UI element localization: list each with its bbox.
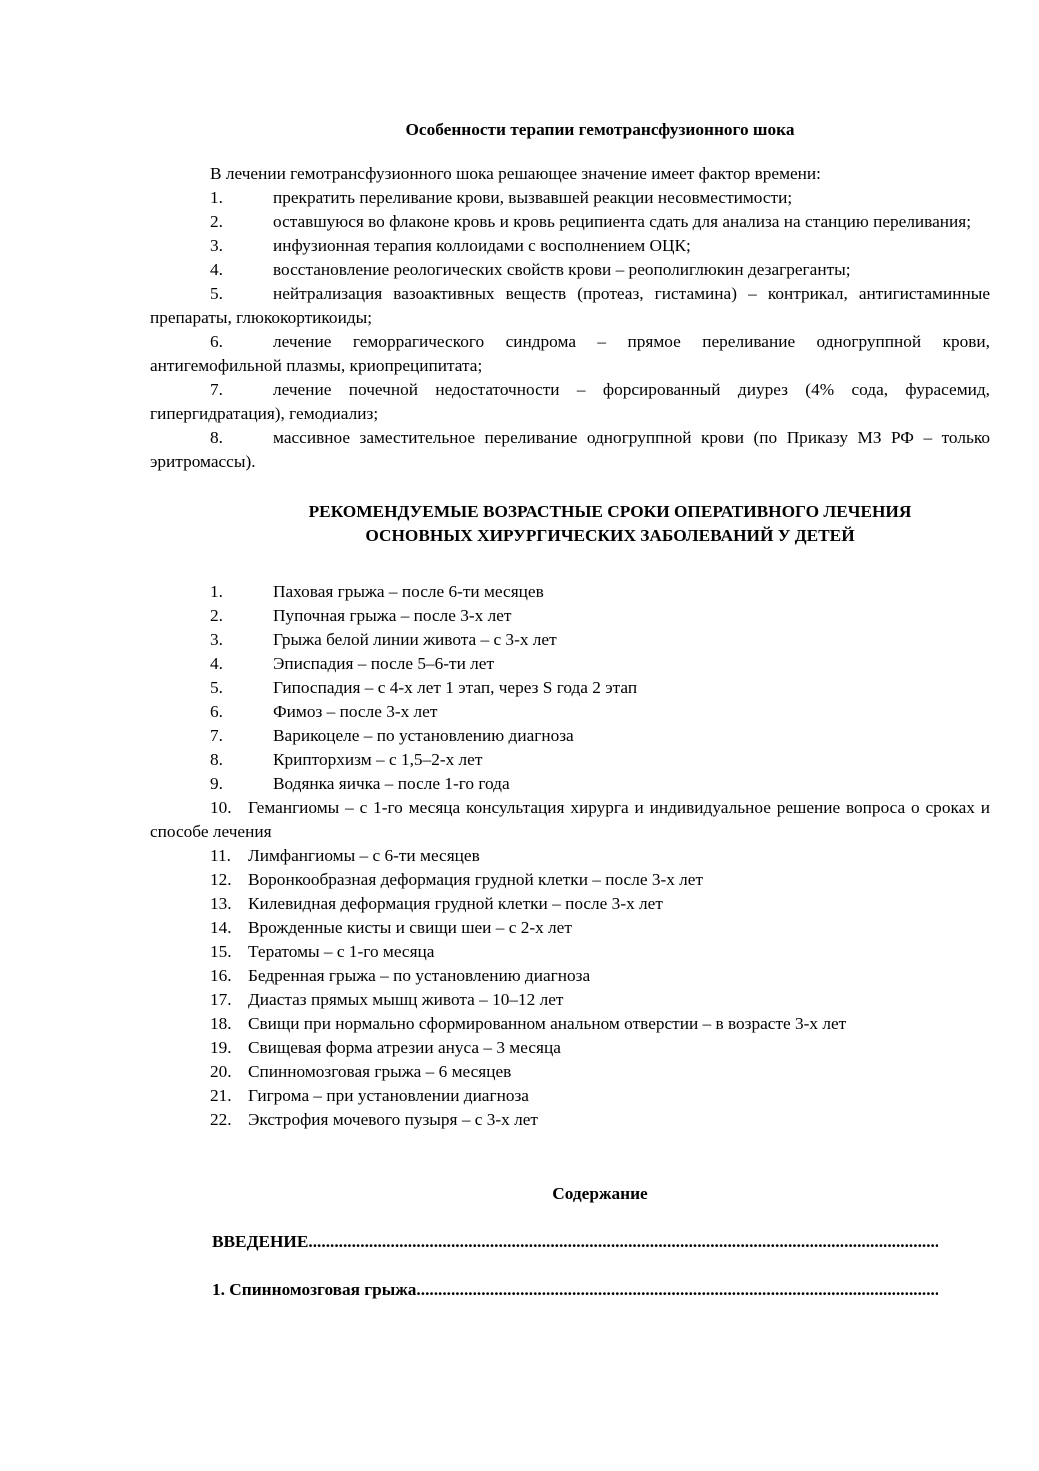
- list-item-text: Водянка яичка – после 1-го года: [273, 774, 510, 793]
- list-item-number: 19.: [210, 1038, 232, 1057]
- section2-title-line1: РЕКОМЕНДУЕМЫЕ ВОЗРАСТНЫЕ СРОКИ ОПЕРАТИВНОГО ЛЕЧЕНИЯ: [308, 502, 912, 521]
- list-item: [150, 772, 990, 796]
- section2-list: [150, 580, 990, 1132]
- list-item-text: инфузионная терапия коллоидами с восполнением ОЦК;: [273, 236, 691, 255]
- list-item: [150, 676, 990, 700]
- list-item-text: оставшуюся во флаконе кровь и кровь реципиента сдать для анализа на станцию переливания;: [273, 212, 972, 231]
- list-item-number: 1.: [210, 582, 223, 601]
- list-item-text: нейтрализация вазоактивных веществ (протеаз, гистамина) – контрикал, антигистаминные препараты, глюкокортикоиды;: [150, 284, 990, 327]
- list-item-number: 7.: [210, 380, 223, 399]
- list-item: [150, 330, 990, 378]
- list-item: [150, 916, 990, 940]
- list-item: [150, 964, 990, 988]
- list-item: [150, 1108, 990, 1132]
- list-item-text: Тератомы – с 1-го месяца: [248, 942, 435, 961]
- list-item-text: Гигрома – при установлении диагноза: [248, 1086, 529, 1105]
- list-item: [150, 748, 990, 772]
- list-item-text: Диастаз прямых мышц живота – 10–12 лет: [248, 990, 564, 1009]
- list-item: [150, 940, 990, 964]
- list-item: [150, 234, 990, 258]
- section2-title-line2: ОСНОВНЫХ ХИРУРГИЧЕСКИХ ЗАБОЛЕВАНИЙ У ДЕТЕЙ: [365, 526, 855, 545]
- list-item: [150, 652, 990, 676]
- list-item: [150, 868, 990, 892]
- list-item-text: лечение почечной недостаточности – форсированный диурез (4% сода, фурасемид, гипергидратация), гемодиализ;: [150, 380, 990, 423]
- list-item: [150, 628, 990, 652]
- list-item: [150, 988, 990, 1012]
- list-item-number: 15.: [210, 942, 232, 961]
- list-item-text: Экстрофия мочевого пузыря – с 3-х лет: [248, 1110, 538, 1129]
- list-item-text: Фимоз – после 3-х лет: [273, 702, 438, 721]
- toc-dot-leader: [416, 1278, 938, 1302]
- list-item-text: Лимфангиомы – с 6-ти месяцев: [248, 846, 480, 865]
- document-page: [150, 118, 990, 1302]
- list-item: [150, 186, 990, 210]
- list-item-text: Бедренная грыжа – по установлению диагноза: [248, 966, 591, 985]
- list-item-text: Пупочная грыжа – после 3-х лет: [273, 606, 512, 625]
- list-item-number: 8.: [210, 428, 223, 447]
- list-item: [150, 604, 990, 628]
- list-item: [150, 844, 990, 868]
- toc-entry-spina-bifida[interactable]: [212, 1278, 938, 1302]
- list-item-number: 2.: [210, 606, 223, 625]
- section2-title: [150, 500, 990, 548]
- list-item: [150, 1012, 990, 1036]
- list-item-text: Спинномозговая грыжа – 6 месяцев: [248, 1062, 512, 1081]
- list-item-number: 4.: [210, 654, 223, 673]
- list-item-number: 17.: [210, 990, 232, 1009]
- toc-title: Содержание: [552, 1184, 648, 1203]
- list-item-number: 5.: [210, 678, 223, 697]
- list-item-number: 6.: [210, 702, 223, 721]
- list-item-number: 12.: [210, 870, 232, 889]
- list-item-number: 14.: [210, 918, 232, 937]
- list-item-number: 2.: [210, 212, 223, 231]
- toc-entry-label: 1. Спинномозговая грыжа: [212, 1280, 417, 1299]
- toc-entry-label: ВВЕДЕНИЕ: [212, 1232, 309, 1251]
- list-item-text: Варикоцеле – по установлению диагноза: [273, 726, 574, 745]
- list-item-number: 4.: [210, 260, 223, 279]
- list-item-number: 16.: [210, 966, 232, 985]
- toc-entry-introduction[interactable]: [212, 1230, 938, 1254]
- list-item-text: Грыжа белой линии живота – с 3-х лет: [273, 630, 557, 649]
- list-item: [150, 378, 990, 426]
- list-item-text: Свищевая форма атрезии ануса – 3 месяца: [248, 1038, 561, 1057]
- list-item-text: прекратить переливание крови, вызвавшей реакции несовместимости;: [273, 188, 793, 207]
- section1-title: Особенности терапии гемотрансфузионного шока: [405, 120, 795, 139]
- list-item-text: Крипторхизм – с 1,5–2-х лет: [273, 750, 483, 769]
- toc-dot-leader: [308, 1230, 938, 1254]
- list-item-number: 22.: [210, 1110, 232, 1129]
- list-item-text: массивное заместительное переливание одногруппной крови (по Приказу МЗ РФ – только эритромассы).: [150, 428, 990, 471]
- list-item-number: 6.: [210, 332, 223, 351]
- list-item-number: 8.: [210, 750, 223, 769]
- list-item-text: Свищи при нормально сформированном анальном отверстии – в возрасте 3-х лет: [248, 1014, 847, 1033]
- list-item-text: Врожденные кисты и свищи шеи – с 2-х лет: [248, 918, 572, 937]
- list-item-number: 3.: [210, 236, 223, 255]
- list-item: [150, 426, 990, 474]
- list-item-text: Паховая грыжа – после 6-ти месяцев: [273, 582, 544, 601]
- list-item-text: Воронкообразная деформация грудной клетки – после 3-х лет: [248, 870, 704, 889]
- list-item: [150, 258, 990, 282]
- list-item-number: 21.: [210, 1086, 232, 1105]
- list-item-number: 3.: [210, 630, 223, 649]
- list-item-number: 18.: [210, 1014, 232, 1033]
- list-item: [150, 1036, 990, 1060]
- list-item: [150, 796, 990, 844]
- list-item-number: 9.: [210, 774, 223, 793]
- list-item-number: 7.: [210, 726, 223, 745]
- list-item-number: 13.: [210, 894, 232, 913]
- list-item: [150, 580, 990, 604]
- list-item-number: 11.: [210, 846, 231, 865]
- list-item-text: восстановление реологических свойств крови – реополиглюкин дезагреганты;: [273, 260, 851, 279]
- list-item: [150, 892, 990, 916]
- list-item-text: Эписпадия – после 5–6-ти лет: [273, 654, 495, 673]
- list-item: [150, 700, 990, 724]
- list-item: [150, 724, 990, 748]
- section1-intro: В лечении гемотрансфузионного шока решающее значение имеет фактор времени:: [210, 164, 821, 183]
- list-item-text: Гемангиомы – с 1-го месяца консультация хирурга и индивидуальное решение вопроса о сроках и способе лечения: [150, 798, 990, 841]
- section1-list: [150, 186, 990, 474]
- list-item-number: 5.: [210, 284, 223, 303]
- list-item-number: 20.: [210, 1062, 232, 1081]
- list-item-number: 10.: [210, 798, 232, 817]
- list-item: [150, 1084, 990, 1108]
- list-item-text: Гипоспадия – с 4-х лет 1 этап, через S года 2 этап: [273, 678, 638, 697]
- list-item-number: 1.: [210, 188, 223, 207]
- list-item-text: Килевидная деформация грудной клетки – после 3-х лет: [248, 894, 663, 913]
- list-item: [150, 282, 990, 330]
- list-item: [150, 1060, 990, 1084]
- list-item-text: лечение геморрагического синдрома – прямое переливание одногруппной крови, антигемофильной плазмы, криопреципитата;: [150, 332, 990, 375]
- list-item: [150, 210, 990, 234]
